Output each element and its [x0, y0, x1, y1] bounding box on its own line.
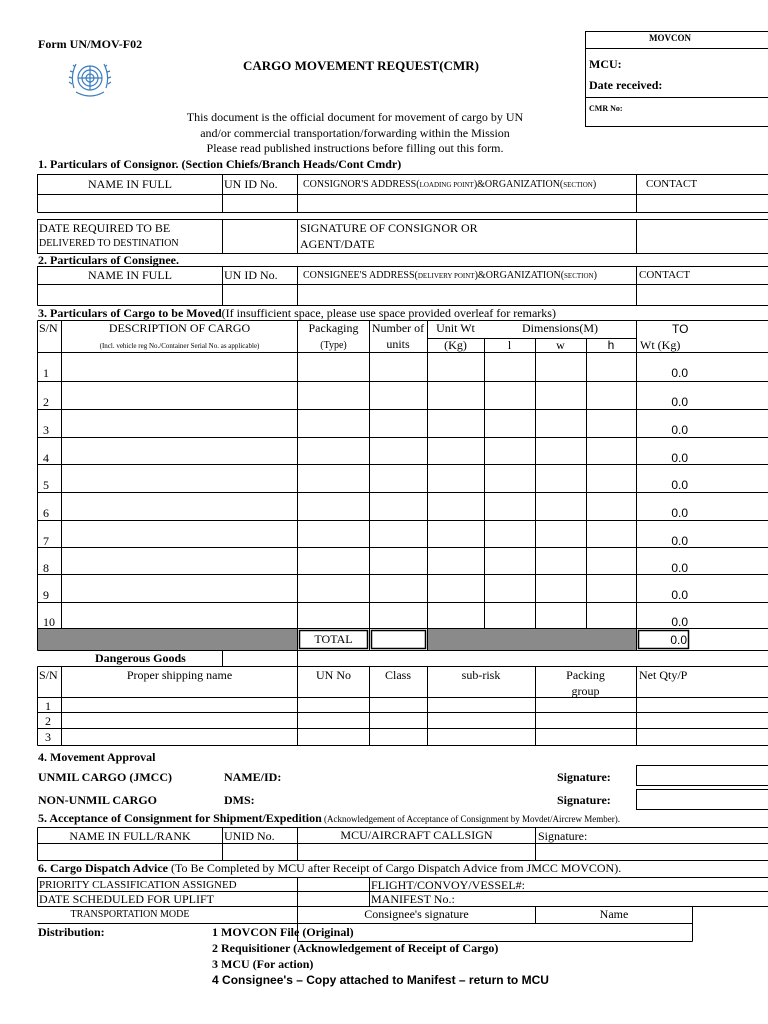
consignee-contact-header: CONTACT — [639, 269, 691, 281]
priority-label: PRIORITY CLASSIFICATION ASSIGNED — [39, 879, 237, 891]
acceptance-name-field[interactable] — [38, 844, 222, 860]
col-units-header-2: units — [386, 337, 410, 351]
section6-heading: 6. Cargo Dispatch Advice (To Be Completed by MCU after Receipt of Cargo Dispatch Advice from JMCC MOVCON). — [38, 861, 622, 875]
date-required-label-1: DATE REQUIRED TO BE — [39, 221, 171, 235]
cargo-row-sn: 1 — [43, 366, 49, 380]
date-scheduled-label: DATE SCHEDULED FOR UPLIFT — [39, 892, 215, 906]
cargo-row-weight: 0.0 — [671, 451, 688, 465]
distribution-item-3: 3 MCU (For action) — [212, 957, 314, 971]
cargo-row-sn: 7 — [43, 534, 49, 548]
consignor-unid-header: UN ID No. — [224, 177, 278, 191]
manifest-label: MANIFEST No.: — [371, 892, 455, 906]
dg-col-sn: S/N — [39, 668, 58, 682]
cargo-row-sn: 10 — [43, 615, 55, 629]
distribution-label: Distribution: — [38, 925, 105, 939]
section1-heading: 1. Particulars of Consignor. (Section Chiefs/Branch Heads/Cont Cmdr) — [38, 157, 402, 171]
cargo-row-description-field[interactable] — [62, 354, 297, 378]
total-shade-left — [38, 629, 297, 650]
col-description-header: DESCRIPTION OF CARGO — [108, 321, 251, 335]
col-packaging-header: Packaging — [308, 321, 359, 335]
acceptance-signature-header: Signature: — [538, 829, 588, 843]
approval-signature-label-2: Signature: — [557, 793, 611, 807]
consignee-name-header: NAME IN FULL — [88, 268, 172, 282]
form-number: Form UN/MOV-F02 — [38, 37, 143, 51]
mcu-label: MCU: — [589, 57, 622, 71]
cargo-row-description-field[interactable] — [62, 522, 297, 546]
form-title: CARGO MOVEMENT REQUEST(CMR) — [243, 58, 479, 73]
consignor-name-header: NAME IN FULL — [88, 177, 172, 191]
dg-col-class: Class — [384, 668, 411, 682]
consignor-unid-field[interactable] — [223, 195, 297, 212]
date-required-field[interactable] — [223, 220, 297, 253]
non-unmil-cargo-label: NON-UNMIL CARGO — [38, 793, 157, 807]
total-label: TOTAL — [314, 632, 353, 646]
col-units-header-1: Number of — [371, 321, 425, 335]
intro-line-2: and/or commercial transportation/forwarding within the Mission — [200, 126, 510, 140]
distribution-item-2: 2 Requisitioner (Acknowledgement of Receipt of Cargo) — [212, 941, 499, 955]
distribution-item-1: 1 MOVCON File (Original) — [212, 925, 354, 939]
cargo-row-weight: 0.0 — [671, 478, 688, 492]
priority-field[interactable] — [298, 878, 369, 891]
cargo-row-weight: 0.0 — [671, 395, 688, 409]
cargo-row-weight: 0.0 — [671, 506, 688, 520]
cargo-row-description-field[interactable] — [62, 411, 297, 435]
dg-col-unno: UN No — [316, 668, 351, 682]
cargo-row-description-field[interactable] — [62, 383, 297, 407]
cargo-row-sn: 8 — [43, 561, 49, 575]
cargo-row-weight: 0.0 — [671, 423, 688, 437]
col-unitwt-header-1: Unit Wt — [436, 321, 475, 335]
signature-consignor-label-1: SIGNATURE OF CONSIGNOR OR — [300, 221, 478, 235]
cargo-row-description-field[interactable] — [62, 576, 297, 600]
cargo-row-weight: 0.0 — [671, 534, 688, 548]
cargo-row-weight: 0.0 — [671, 615, 688, 629]
section5-heading: 5. Acceptance of Consignment for Shipment/Expedition (Acknowledgement of Acceptance of Consignment by Movdet/Aircrew Member). — [38, 811, 620, 825]
cargo-row-sn: 4 — [43, 451, 49, 465]
consignee-signature-label: Consignee's signature — [364, 907, 469, 921]
dg-row-2: 2 — [45, 714, 51, 728]
cargo-row-sn: 3 — [43, 423, 49, 437]
unmil-cargo-label: UNMIL CARGO (JMCC) — [38, 770, 172, 784]
dg-row-3: 3 — [45, 730, 51, 744]
col-h-header: h — [607, 338, 615, 352]
consignee-name-label: Name — [599, 907, 629, 921]
cargo-row-description-field[interactable] — [62, 549, 297, 573]
cargo-row-description-field[interactable] — [62, 603, 297, 627]
movcon-title: MOVCON — [649, 33, 691, 43]
dg-col-packing-1: Packing — [566, 668, 605, 682]
approval-signature-field-1[interactable] — [637, 766, 768, 785]
date-received-label: Date received: — [589, 78, 663, 92]
dg-col-netqty: Net Qty/P — [639, 668, 688, 682]
consignee-unid-header: UN ID No. — [224, 268, 278, 282]
approval-signature-label-1: Signature: — [557, 770, 611, 784]
acceptance-callsign-header: MCU/AIRCRAFT CALLSIGN — [340, 828, 493, 842]
cargo-row-sn: 9 — [43, 588, 49, 602]
acceptance-name-header: NAME IN FULL/RANK — [69, 829, 191, 843]
acceptance-unid-field[interactable] — [223, 844, 297, 860]
flight-label: FLIGHT/CONVOY/VESSEL#: — [371, 878, 526, 892]
col-total-header: TO — [672, 322, 689, 336]
cargo-row-weight: 0.0 — [671, 588, 688, 602]
cargo-row-weight: 0.0 — [671, 561, 688, 575]
cargo-row-sn: 6 — [43, 506, 49, 520]
acceptance-unid-header: UNID No. — [224, 829, 275, 843]
transport-mode-label: TRANSPORTATION MODE — [70, 909, 190, 920]
col-unitwt-header-2: (Kg) — [444, 338, 467, 352]
transport-mode-field[interactable] — [223, 907, 297, 923]
section2-heading: 2. Particulars of Consignee. — [38, 253, 179, 267]
total-value: 0.0 — [670, 633, 687, 647]
distribution-item-4: 4 Consignee's – Copy attached to Manifest – return to MCU — [212, 973, 549, 987]
col-w-header: w — [556, 338, 565, 352]
cargo-row-sn: 2 — [43, 395, 49, 409]
consignee-address-field[interactable] — [298, 285, 636, 305]
dg-col-name: Proper shipping name — [126, 668, 233, 682]
consignee-name-field[interactable] — [536, 924, 692, 941]
dg-col-packing-2: group — [571, 684, 600, 698]
consignor-contact-header: CONTACT — [646, 178, 698, 190]
acceptance-signature-field[interactable] — [536, 844, 768, 860]
name-id-label: NAME/ID: — [224, 770, 282, 784]
consignee-unid-field[interactable] — [223, 285, 297, 305]
cmr-no-label: CMR No: — [589, 104, 623, 113]
cargo-row-description-field[interactable] — [62, 439, 297, 463]
approval-signature-field-2[interactable] — [637, 790, 768, 809]
consignor-name-field[interactable] — [38, 195, 222, 212]
date-required-label-2: DELIVERED TO DESTINATION — [39, 238, 179, 249]
section4-heading: 4. Movement Approval — [38, 750, 156, 764]
dg-row-1: 1 — [45, 699, 51, 713]
consignee-name-field[interactable] — [38, 285, 222, 305]
col-weight-header: Wt (Kg) — [640, 338, 681, 352]
cargo-row-description-field[interactable] — [62, 466, 297, 490]
col-description-subheader: (Incl. vehicle reg No./Container Serial No. as applicable) — [99, 342, 260, 350]
col-l-header: l — [507, 338, 512, 352]
signature-consignor-field[interactable] — [637, 220, 768, 253]
dangerous-goods-heading: Dangerous Goods — [95, 651, 186, 665]
consignor-address-header: CONSIGNOR'S ADDRESS(LOADING POINT)&ORGANIZATION(SECTION) — [303, 179, 597, 190]
intro-line-1: This document is the official document for movement of cargo by UN — [186, 110, 524, 124]
dms-label: DMS: — [224, 793, 255, 807]
consignor-address-field[interactable] — [298, 195, 636, 212]
cargo-row-description-field[interactable] — [62, 494, 297, 518]
intro-line-3: Please read published instructions before filling out this form. — [206, 141, 504, 155]
col-dimensions-header: Dimensions(M) — [522, 321, 598, 335]
signature-consignor-label-2: AGENT/DATE — [300, 237, 375, 251]
acceptance-callsign-field[interactable] — [298, 844, 535, 860]
total-shade-right — [428, 629, 636, 650]
cargo-row-sn: 5 — [43, 478, 49, 492]
section3-heading: 3. Particulars of Cargo to be Moved(If insufficient space, please use space provided overleaf for remarks) — [38, 306, 556, 320]
date-scheduled-field[interactable] — [298, 892, 369, 906]
col-sn-header: S/N — [39, 321, 58, 335]
consignee-contact-field[interactable] — [637, 285, 768, 305]
consignor-contact-field[interactable] — [637, 195, 768, 212]
consignee-address-header: CONSIGNEE'S ADDRESS(DELIVERY POINT)&ORGANIZATION(SECTION) — [303, 270, 597, 281]
cargo-row-weight: 0.0 — [671, 366, 688, 380]
dg-col-subrisk: sub-risk — [461, 668, 501, 682]
col-packaging-subheader: (Type) — [320, 340, 347, 351]
